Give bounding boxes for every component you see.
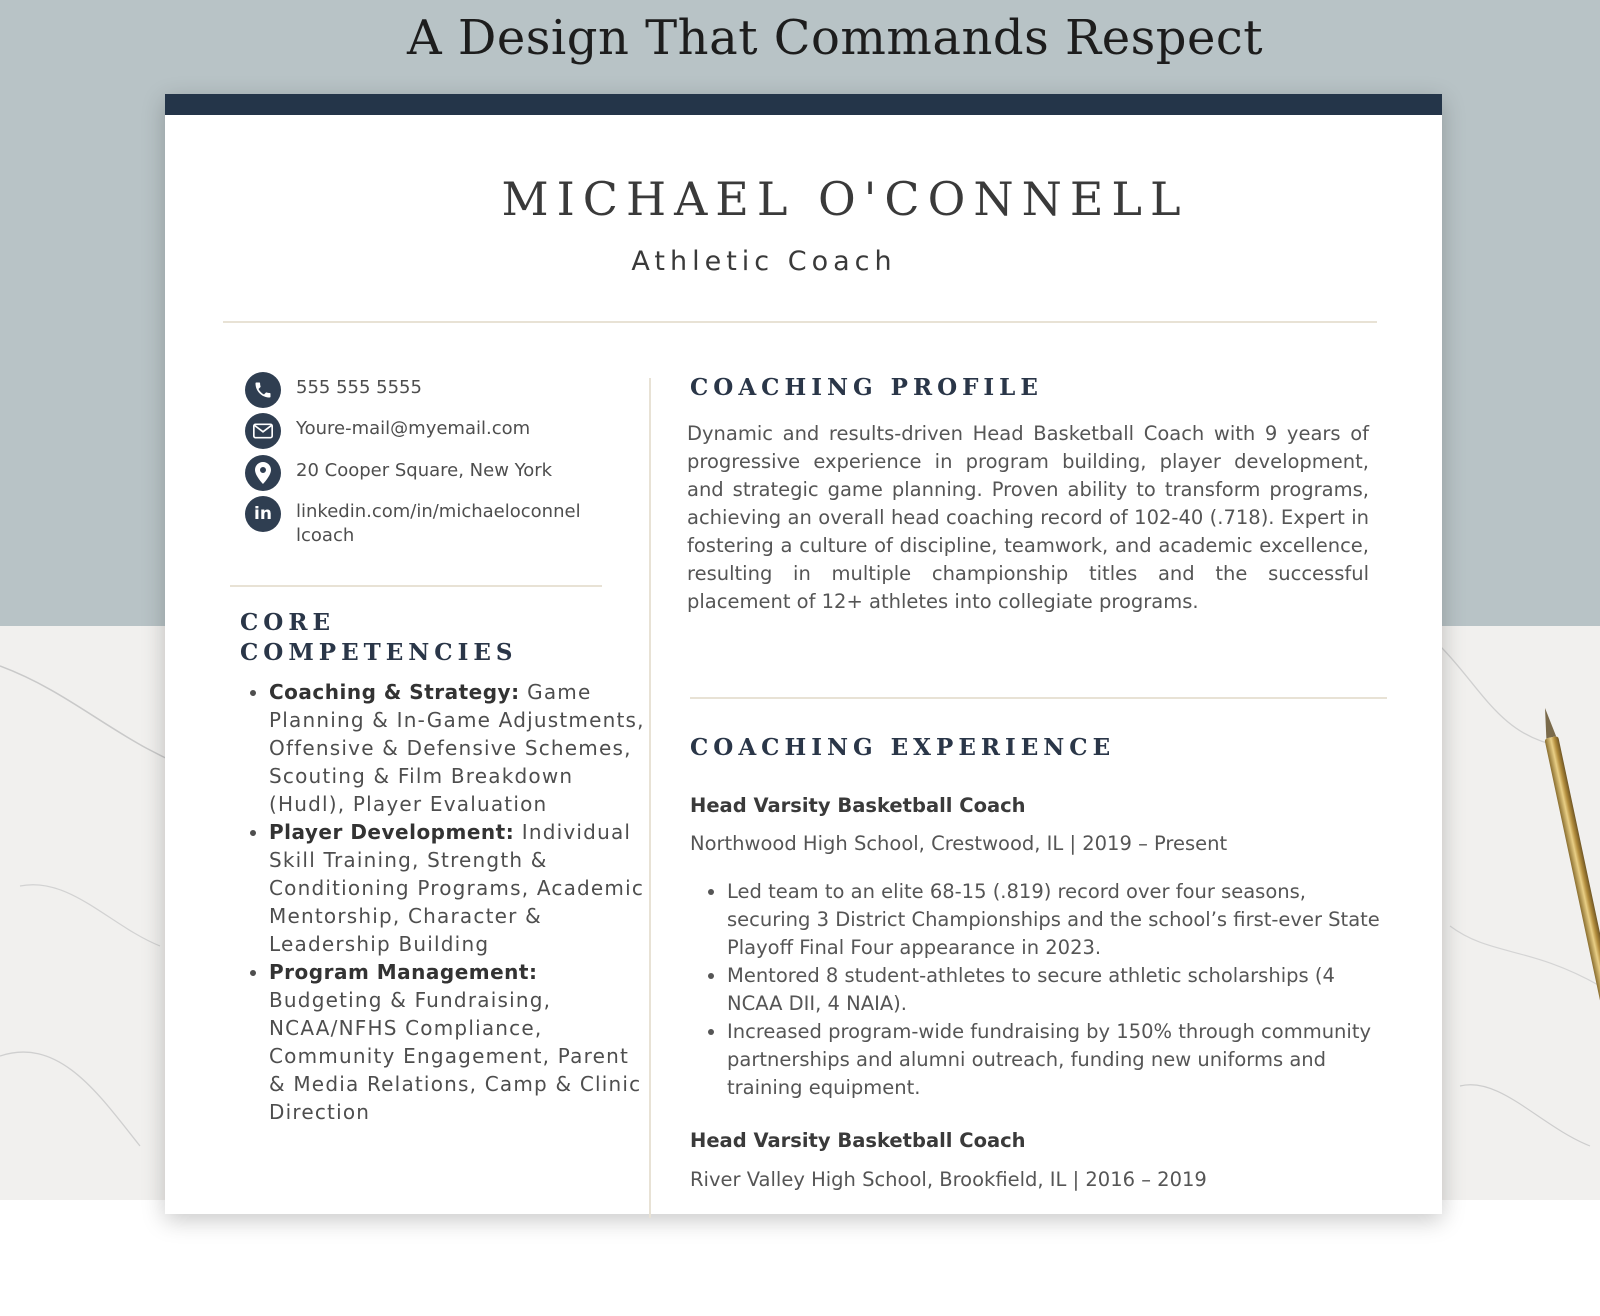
competencies-heading-line2: COMPETENCIES bbox=[240, 639, 518, 666]
contact-email bbox=[245, 413, 530, 449]
envelope-icon bbox=[245, 413, 281, 449]
competency-text: Individual Skill Training, Strength & Conditioning Programs, Academic Mentorship, Character & Leadership Building bbox=[269, 820, 645, 956]
competencies-list bbox=[239, 678, 649, 1126]
job-title: Head Varsity Basketball Coach bbox=[690, 794, 1026, 817]
job-bullets bbox=[694, 878, 1387, 1102]
competency-text: Budgeting & Fundraising, NCAA/NFHS Compliance, Community Engagement, Parent & Media Relations, Camp & Clinic Direction bbox=[269, 988, 642, 1124]
list-item bbox=[269, 818, 649, 958]
profile-heading: COACHING PROFILE bbox=[690, 374, 1043, 401]
list-item bbox=[269, 958, 649, 1126]
location-pin-icon bbox=[245, 455, 281, 491]
resume-sheet bbox=[165, 94, 1442, 1214]
list-item: • Increased program-wide fundraising by 150% through community partnerships and alumni outreach, funding new uniforms and training equipment. bbox=[727, 1018, 1387, 1102]
competency-text: Game Planning & In-Game Adjustments, Offensive & Defensive Schemes, Scouting & Film Breakdown (Hudl), Player Evaluation bbox=[269, 680, 645, 816]
linkedin-url[interactable] bbox=[296, 500, 581, 548]
contact-address bbox=[245, 455, 552, 491]
linkedin-url-line1: linkedin.com/in/michaeloconnel bbox=[296, 501, 581, 522]
linkedin-url-line2: lcoach bbox=[296, 525, 355, 546]
candidate-role: Athletic Coach bbox=[631, 246, 897, 277]
street-address: 20 Cooper Square, New York bbox=[296, 460, 553, 481]
competencies-heading bbox=[240, 608, 518, 668]
phone-icon bbox=[245, 372, 281, 408]
list-item: • Led team to an elite 68-15 (.819) record over four seasons, securing 3 District Championships and the school’s first-ever State Playoff Final Four appearance in 2023. bbox=[727, 878, 1387, 962]
job-title: Head Varsity Basketball Coach bbox=[690, 1129, 1026, 1152]
experience-heading: COACHING EXPERIENCE bbox=[690, 734, 1116, 761]
job-meta: River Valley High School, Brookfield, IL | 2016 – 2019 bbox=[690, 1168, 1207, 1191]
list-item: • Mentored 8 student-athletes to secure athletic scholarships (4 NCAA DII, 4 NAIA). bbox=[727, 962, 1387, 1018]
competency-label: Coaching & Strategy: bbox=[269, 680, 520, 704]
header-divider bbox=[223, 321, 1377, 323]
profile-divider bbox=[690, 697, 1387, 699]
banner-title: A Design That Commands Respect bbox=[406, 10, 1264, 66]
contact-phone bbox=[245, 372, 422, 408]
linkedin-icon: in bbox=[245, 496, 281, 532]
resume-top-bar bbox=[165, 94, 1442, 115]
job-meta: Northwood High School, Crestwood, IL | 2019 – Present bbox=[690, 832, 1228, 855]
contact-linkedin bbox=[245, 496, 581, 548]
column-divider bbox=[649, 378, 651, 1218]
competency-label: Player Development: bbox=[269, 820, 515, 844]
email-address[interactable]: Youre-mail@myemail.com bbox=[296, 418, 531, 439]
competency-label: Program Management: bbox=[269, 960, 538, 984]
profile-summary: Dynamic and results-driven Head Basketball Coach with 9 years of progressive experience in program building, player development, and strategic game planning. Proven ability to transform programs, achieving an overall head coaching record of 102-40 (.718). Expert in fostering a culture of discipline, teamwork, and academic excellence, resulting in multiple championship titles and the successful placement of 12+ athletes into collegiate programs. bbox=[687, 422, 1369, 613]
candidate-name: MICHAEL O'CONNELL bbox=[501, 172, 1189, 226]
contact-divider bbox=[230, 585, 602, 587]
list-item bbox=[269, 678, 649, 818]
competencies-heading-line1: CORE bbox=[240, 609, 335, 636]
phone-number: 555 555 5555 bbox=[296, 377, 422, 398]
